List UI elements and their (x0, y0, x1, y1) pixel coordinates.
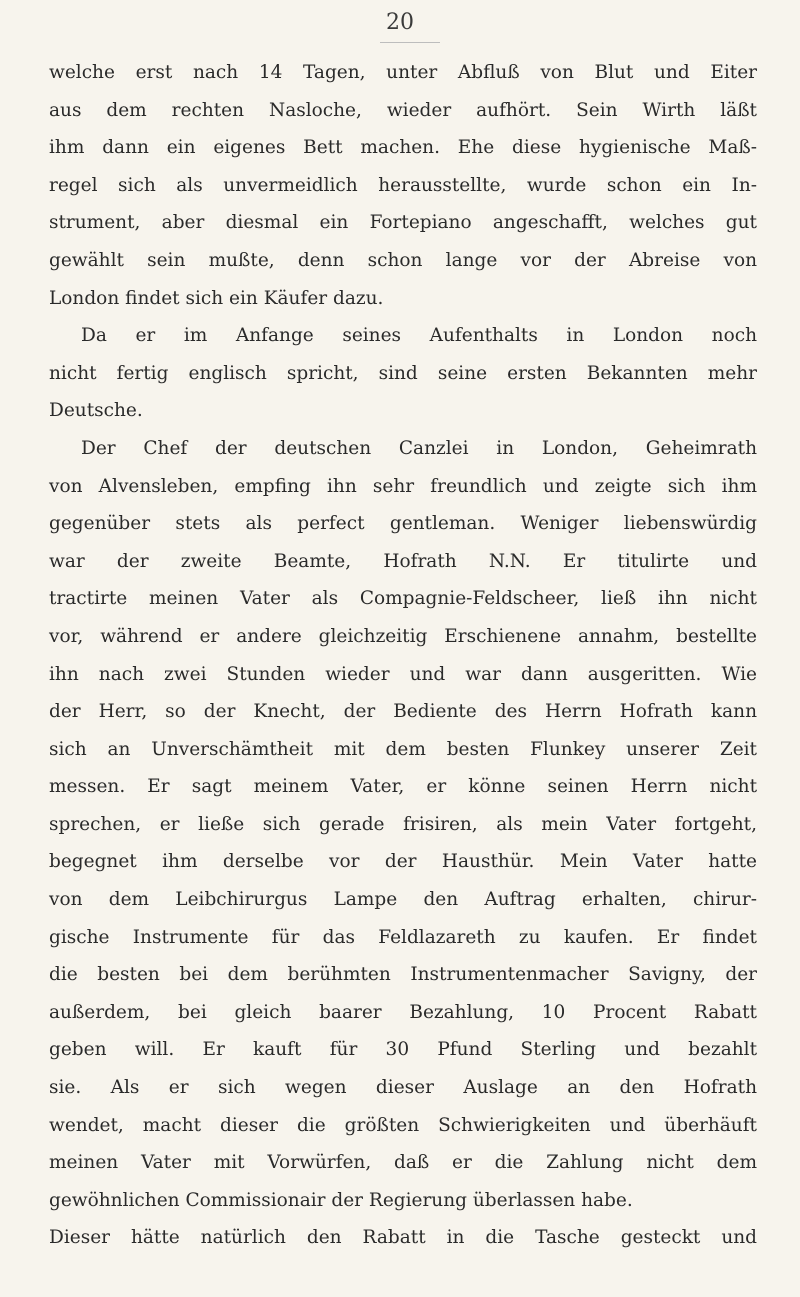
text-line: außerdem, bei gleich baarer Bezahlung, 10 Procent Rabatt (49, 1001, 757, 1023)
text-line: vor, während er andere gleichzeitig Erschienene annahm, bestellte (49, 625, 757, 647)
text-line: meinen Vater mit Vorwürfen, daß er die Zahlung nicht dem (49, 1152, 757, 1174)
text-line: gewählt sein mußte, denn schon lange vor der Abreise von (49, 249, 757, 271)
text-line: Der Chef der deutschen Canzlei in London, Geheimrath (81, 437, 757, 459)
text-line: Dieser hätte natürlich den Rabatt in die Tasche gesteckt und (49, 1227, 757, 1249)
text-line: aus dem rechten Nasloche, wieder aufhört. Sein Wirth läßt (49, 99, 757, 121)
text-line: nicht fertig englisch spricht, sind seine ersten Bekannten mehr (49, 362, 757, 384)
page-number-rule (380, 42, 440, 43)
body-text (49, 54, 757, 1257)
text-line: von Alvensleben, empfing ihn sehr freundlich und zeigte sich ihm (49, 475, 757, 497)
page-number: 20 (386, 10, 414, 35)
text-line: ihn nach zwei Stunden wieder und war dann ausgeritten. Wie (49, 663, 757, 685)
text-line: geben will. Er kauft für 30 Pfund Sterling und bezahlt (49, 1039, 757, 1061)
text-line: Deutsche. (49, 400, 143, 422)
text-line: London findet sich ein Käufer dazu. (49, 287, 384, 309)
text-line: messen. Er sagt meinem Vater, er könne seinen Herrn nicht (49, 776, 757, 798)
text-line: sprechen, er ließe sich gerade frisiren, als mein Vater fortgeht, (49, 813, 757, 835)
text-line: gische Instrumente für das Feldlazareth zu kaufen. Er findet (49, 926, 757, 948)
text-line: sich an Unverschämtheit mit dem besten Flunkey unserer Zeit (49, 738, 757, 760)
text-line: begegnet ihm derselbe vor der Hausthür. Mein Vater hatte (49, 851, 757, 873)
text-line: wendet, macht dieser die größten Schwierigkeiten und überhäuft (49, 1114, 757, 1136)
text-line: war der zweite Beamte, Hofrath N.N. Er titulirte und (49, 550, 757, 572)
text-line: der Herr, so der Knecht, der Bediente des Herrn Hofrath kann (49, 701, 757, 723)
text-line: regel sich als unvermeidlich herausstellte, wurde schon ein In- (49, 174, 757, 196)
text-line: ihm dann ein eigenes Bett machen. Ehe diese hygienische Maß- (49, 137, 757, 159)
text-line: von dem Leibchirurgus Lampe den Auftrag erhalten, chirur- (49, 889, 757, 911)
text-line: die besten bei dem berühmten Instrumentenmacher Savigny, der (49, 964, 757, 986)
text-line: Da er im Anfange seines Aufenthalts in London noch (81, 325, 757, 347)
text-line: strument, aber diesmal ein Fortepiano angeschafft, welches gut (49, 212, 757, 234)
text-line: welche erst nach 14 Tagen, unter Abfluß von Blut und Eiter (49, 62, 757, 83)
text-line: tractirte meinen Vater als Compagnie-Feldscheer, ließ ihn nicht (49, 588, 757, 610)
text-line: gewöhnlichen Commissionair der Regierung überlassen habe. (49, 1189, 633, 1211)
text-line: gegenüber stets als perfect gentleman. Weniger liebenswürdig (49, 513, 757, 535)
text-line: sie. Als er sich wegen dieser Auslage an den Hofrath (49, 1077, 757, 1099)
